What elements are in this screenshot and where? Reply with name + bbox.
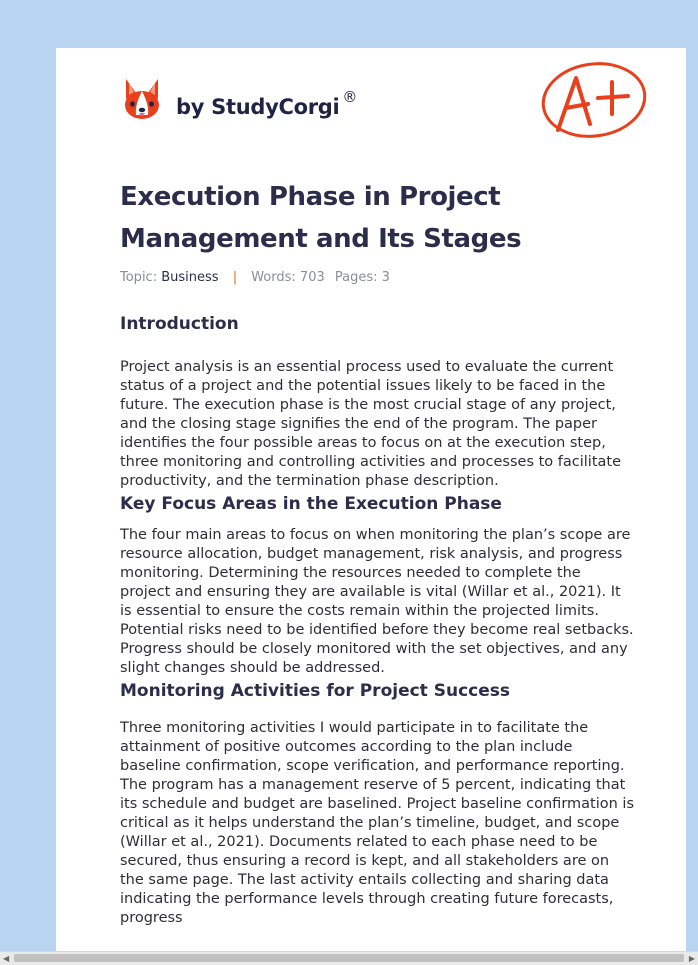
page-count: Pages: 3: [334, 270, 390, 285]
section-heading: Introduction: [120, 314, 239, 334]
document-page: [56, 48, 686, 951]
document-title: Execution Phase in Project Management and Its Stages: [120, 182, 522, 254]
document-meta: [120, 270, 390, 285]
scroll-thumb[interactable]: [14, 954, 684, 962]
section-paragraph: The four main areas to focus on when monitoring the plan’s scope are resource allocation, budget management, risk analysis, and progress monitoring. Determining the resources needed to complete the project and ensuring they are available is vital (Willar et al., 2021). It is essential to ensure the costs remain within the projected limits. Potential risks need to be identified before they become real setbacks. Progress should be closely monitored with the set objectives, and any slight changes should be addressed.: [120, 527, 634, 676]
registered-mark: ®: [342, 87, 358, 106]
horizontal-scrollbar[interactable]: [0, 951, 698, 965]
meta-separator: |: [232, 270, 238, 285]
section-paragraph: Project analysis is an essential process used to evaluate the current status of a project and the potential issues likely to be faced in the future. The execution phase is the most crucial stage of any project, and the closing stage signifies the end of the program. The paper identifies the four possible areas to focus on at the execution step, three monitoring and controlling activities and processes to facilitate productivity, and the termination phase description.: [120, 359, 622, 489]
section-heading: Monitoring Activities for Project Success: [120, 681, 510, 701]
word-count: Words: 703: [251, 270, 325, 285]
a-plus-stamp-icon: [538, 60, 650, 142]
brand-name: [176, 87, 358, 119]
topic-label: Topic:: [120, 270, 158, 285]
scroll-right-icon[interactable]: ▶: [688, 954, 695, 963]
studycorgi-logo[interactable]: [122, 76, 357, 122]
section-heading: Key Focus Areas in the Execution Phase: [120, 494, 502, 514]
document-body: [120, 312, 634, 928]
scroll-left-icon[interactable]: ◀: [3, 954, 10, 963]
section-paragraph: Three monitoring activities I would participate in to facilitate the attainment of positive outcomes according to the plan include baseline confirmation, scope verification, and performance reporting. The program has a management reserve of 5 percent, indicating that its schedule and budget are baselined. Project baseline confirmation is critical as it helps understand the plan’s timeline, budget, and scope (Willar et al., 2021). Documents related to each phase need to be secured, thus ensuring a record is kept, and all stakeholders are on the same page. The last activity entails collecting and sharing data indicating the performance levels through creating future forecasts, progress: [120, 720, 634, 926]
brand-name-text: by StudyCorgi: [176, 94, 340, 119]
topic-link[interactable]: Business: [161, 270, 219, 285]
corgi-icon: [122, 77, 162, 121]
